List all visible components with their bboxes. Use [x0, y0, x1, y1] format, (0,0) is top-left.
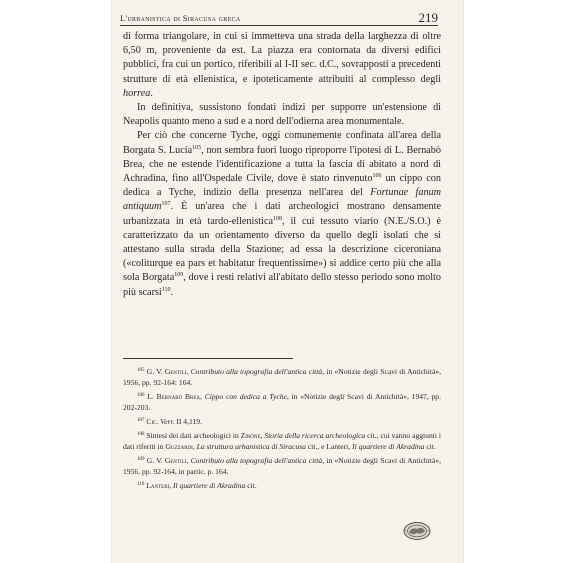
paragraph-3: Per ciò che concerne Tyche, oggi comunemente confinata all'area della Borgata S. Lucia$^{105}$, non sembra fuori luogo riproporre l'ipotesi di L. Bernabò Brea, che ne estende l'identificazione a tutta la fascia di abitato a nord di Achradina, fino all'Ospedale Civile, dove è stato rinvenuto$^{106}$ un cippo con dedica a Tyche, indizio della presenza nell'area del Fortunae fanum antiquum$^{107}$. È un'area che i dati archeologici mostrano densamente urbanizzata in età tardo-ellenistica$^{108}$, il cui tessuto viario (N.E./S.O.) è caratterizzato da un orientamento diverso da quello degli isolati che si attestano sulla strada della Stazione; ad essa la descrizione ciceroniana («coliturque ea pars et habitatur frequentissime») si addice certo più che alla sola Borgata$^{109}$, dove i resti relativi all'abitato dello stesso periodo sono molto più scarsi$^{110}$.	[123, 130, 441, 298]
running-head: L'urbanistica di Siracusa greca	[120, 13, 241, 23]
footnote-ref-108[interactable]: 108	[273, 215, 283, 222]
page-number: 219	[418, 10, 438, 25]
paragraph-2: In definitiva, sussistono fondati indizi per supporre un'estensione di Neapolis quanto meno a sud e a nord dell'odierna area monumentale.	[123, 102, 441, 128]
footnote-ref-107[interactable]: 107	[161, 201, 171, 208]
paragraph-1: di forma triangolare, in cui si immetteva una strada della larghezza di oltre 6,50 m, proveniente da est. La piazza era contornata da diversi edifici pubblici, fra cui un portico, riferibili al I-II sec. d.C., sovrapposti a precedenti strutture di età ellenistica, e ipoteticamente attribuiti al complesso degli horrea.	[123, 31, 441, 99]
publisher-seal-icon	[403, 521, 431, 541]
footnote-108: $^{108}$ Sintesi dei dati archeologici in Zirone, Storia della ricerca archeologica cit., cui vanno aggiunti i dati riferiti in Guzzardi, La struttura urbanistica di Siracusa cit., e Lanteri, Il quartiere di Akradina cit.	[123, 431, 441, 451]
footnotes	[123, 366, 441, 494]
footnote-ref-105[interactable]: 105	[192, 144, 202, 151]
footnote-109: $^{109}$ G. V. Gentili, Contributo alla topografia dell'antica città, in «Notizie degli Scavi di Antichità», 1956, pp. 92-164, in partic. p. 164.	[123, 456, 442, 476]
footnote-separator	[123, 358, 293, 359]
footnote-110: $^{110}$ Lanteri, Il quartiere di Akradina cit.	[137, 481, 257, 490]
footnote-105: $^{105}$ G. V. Gentili, Contributo alla topografia dell'antica città, in «Notizie degli Scavi di Antichità», 1956, pp. 92-164: 164.	[123, 367, 442, 387]
header-rule	[120, 25, 438, 26]
footnote-ref-106[interactable]: 106	[372, 173, 382, 180]
footnote-ref-110[interactable]: 110	[161, 286, 171, 293]
main-text	[123, 30, 441, 300]
footnote-ref-109[interactable]: 109	[174, 272, 184, 279]
footnote-107: $^{107}$ Cic. Verr. II 4,119.	[137, 417, 202, 426]
footnote-106: $^{106}$ L. Bernabò Brea, Cippo con dedica a Tyche, in «Notizie degli Scavi di Antichità», 1947, pp. 202-203.	[123, 392, 441, 412]
